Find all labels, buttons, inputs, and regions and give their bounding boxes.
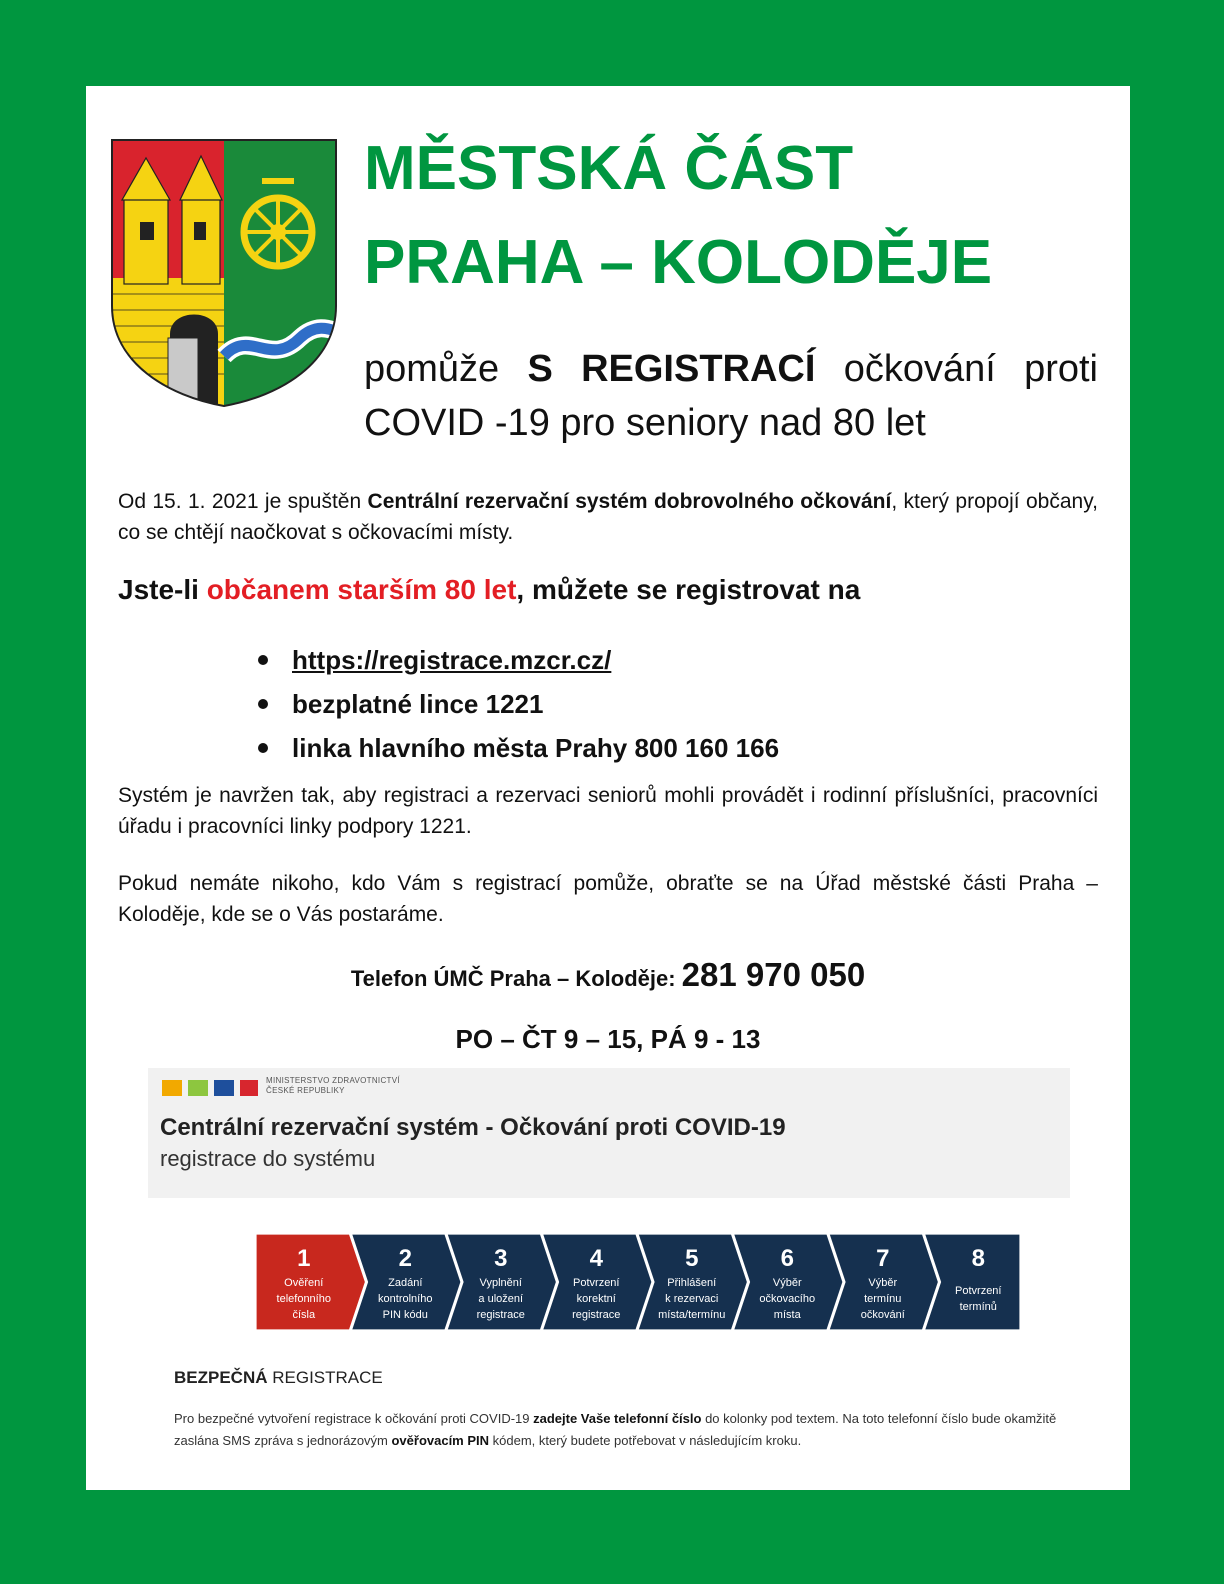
step-label: Výběr [868, 1277, 898, 1289]
phone-number: 281 970 050 [681, 956, 866, 993]
registration-steps [256, 1234, 1020, 1330]
coat-of-arms-icon [110, 138, 338, 408]
step-label: Přihlášení [667, 1277, 717, 1289]
intro-pre: Od 15. 1. 2021 je spuštěn [118, 490, 368, 513]
step-label: místa/termínu [658, 1309, 726, 1321]
crs-subtitle: registrace do systému [160, 1146, 376, 1171]
sec-t1: Pro bezpečné vytvoření registrace k očkování proti COVID-19 [174, 1411, 534, 1426]
sec-b1: zadejte Vaše telefonní číslo [533, 1411, 702, 1426]
crs-header-screenshot [148, 1068, 1070, 1198]
step-label: registrace [476, 1309, 525, 1321]
phone-label: Telefon ÚMČ Praha – Koloděje: [350, 966, 682, 991]
list-item: bezplatné lince 1221 [292, 682, 779, 726]
step-label: Potvrzení [573, 1277, 620, 1289]
intro-bold: Centrální rezervační systém dobrovolného očkování [367, 490, 892, 513]
step-number: 8 [971, 1245, 985, 1272]
office-hours: PO – ČT 9 – 15, PÁ 9 - 13 [455, 1024, 761, 1054]
list-item [292, 638, 779, 682]
step-number: 1 [297, 1245, 311, 1272]
step-label: termínu [864, 1293, 902, 1305]
heading-post: , můžete se registrovat na [516, 574, 861, 605]
sec-t3: kódem, který budete potřebovat v následujícím kroku. [489, 1433, 802, 1448]
step-label: termínů [959, 1301, 997, 1313]
step-label: registrace [572, 1309, 621, 1321]
sec-b2: ověřovacím PIN [391, 1433, 490, 1448]
step-label: očkovacího [759, 1293, 816, 1305]
step-number: 5 [685, 1245, 699, 1272]
heading-red: občanem starším 80 let [206, 574, 517, 605]
page-title [364, 122, 992, 310]
step-label: Vyplnění [479, 1277, 522, 1289]
step-number: 2 [398, 1245, 412, 1272]
step-number: 7 [876, 1245, 890, 1272]
step-number: 6 [780, 1245, 794, 1272]
help-paragraph: Pokud nemáte nikoho, kdo Vám s registrací pomůže, obraťte se na Úřad městské části Praha – Koloděje, kde se o Vás postaráme. [118, 872, 1098, 926]
registration-options [292, 638, 779, 770]
step-label: Potvrzení [955, 1285, 1002, 1297]
intro-paragraph [118, 486, 1098, 548]
secure-registration-heading [174, 1368, 383, 1388]
step-label: korektní [576, 1293, 616, 1305]
step-label: místa [773, 1309, 801, 1321]
step-label: PIN kódu [382, 1309, 428, 1321]
step-label: Zadání [388, 1277, 423, 1289]
section-bold: BEZPEČNÁ [174, 1368, 268, 1387]
title-line-1: MĚSTSKÁ ČÁST [364, 134, 854, 203]
intro-post: , který propojí občany, co se chtějí naočkovat s očkovacími místy. [118, 490, 1098, 544]
step-number: 4 [589, 1245, 603, 1272]
subtitle-bold: S REGISTRACÍ [527, 348, 816, 390]
eligibility-heading [118, 574, 860, 606]
step-label: a uložení [478, 1293, 524, 1305]
ministry-name [266, 1076, 400, 1096]
phone-line [86, 956, 1130, 994]
step-label: Výběr [772, 1277, 802, 1289]
title-line-2: PRAHA – KOLODĚJE [364, 228, 993, 297]
step-label: k rezervaci [665, 1293, 719, 1305]
heading-pre: Jste-li [118, 574, 207, 605]
subtitle-post: očkování proti COVID -19 pro seniory nad 80 let [364, 348, 1098, 444]
step-label: očkování [860, 1309, 905, 1321]
poster [86, 86, 1130, 1490]
step-number: 3 [494, 1245, 508, 1272]
sec-t2: do kolonky pod textem. Na toto telefonní číslo bude okamžitě zaslána SMS zpráva s jednorázovým [174, 1411, 1057, 1448]
subtitle-pre: pomůže [364, 348, 528, 390]
subtitle [364, 342, 1098, 450]
ministry-logo-icon [162, 1078, 258, 1098]
step-label: kontrolního [378, 1293, 433, 1305]
list-item: linka hlavního města Prahy 800 160 166 [292, 726, 779, 770]
ministry-line-1: MINISTERSTVO ZDRAVOTNICTVÍ [266, 1076, 400, 1085]
steps-diagram [256, 1234, 1020, 1330]
section-rest: REGISTRACE [267, 1368, 383, 1387]
registration-link[interactable]: https://registrace.mzcr.cz/ [292, 645, 612, 675]
step-label: čísla [292, 1309, 316, 1321]
step-label: Ověření [284, 1277, 324, 1289]
secure-registration-text [174, 1408, 1074, 1452]
crs-title: Centrální rezervační systém - Očkování proti COVID-19 [160, 1114, 786, 1141]
system-paragraph: Systém je navržen tak, aby registraci a rezervaci seniorů mohli provádět i rodinní příslušníci, pracovníci úřadu i pracovníci linky podpory 1221. [118, 784, 1098, 838]
ministry-line-2: ČESKÉ REPUBLIKY [266, 1086, 345, 1095]
step-label: telefonního [276, 1293, 331, 1305]
